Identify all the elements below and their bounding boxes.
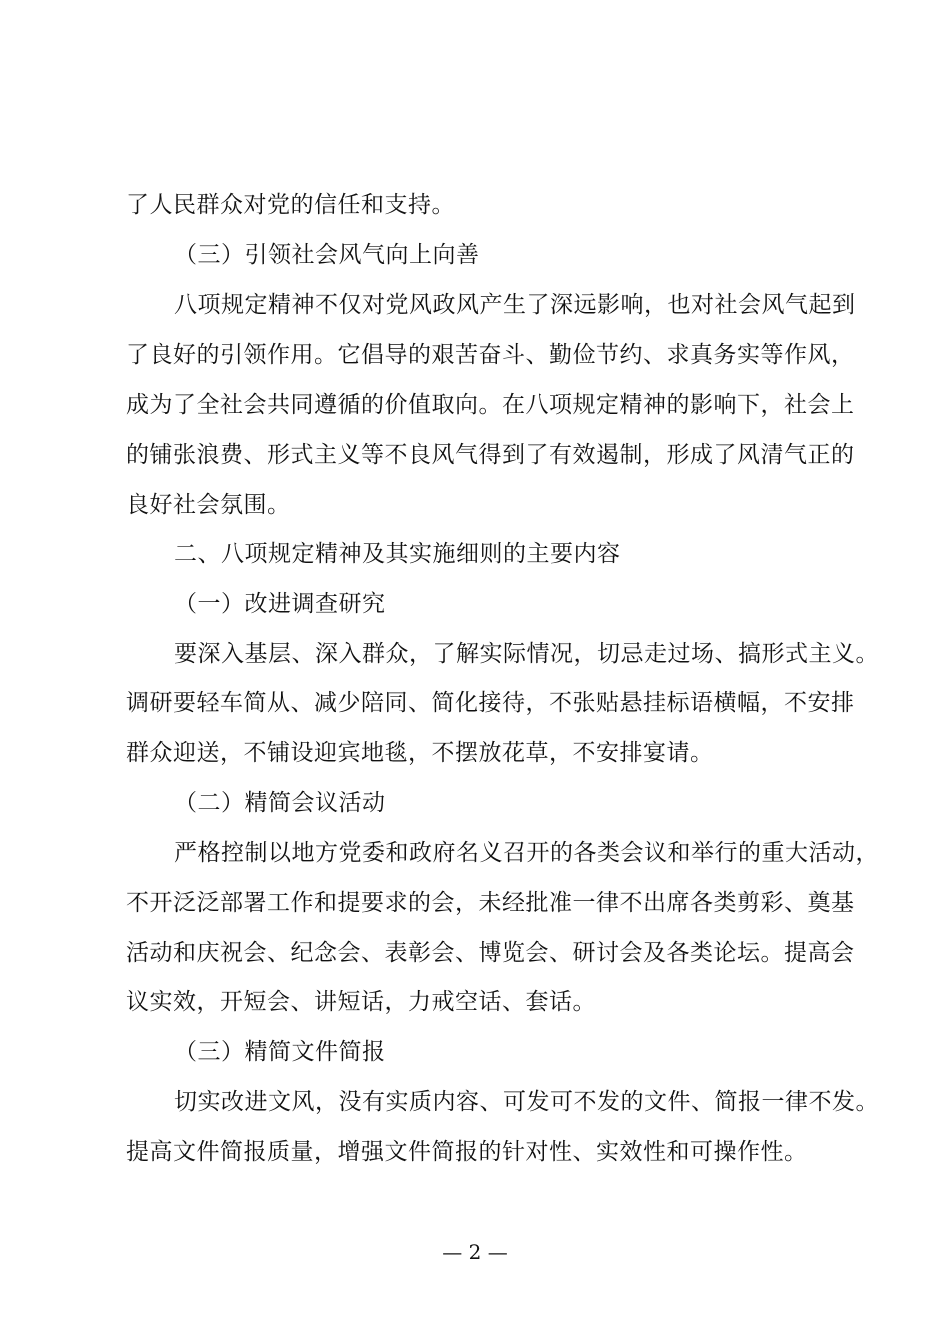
- paragraph-line: 成为了全社会共同遵循的价值取向。在八项规定精神的影响下，社会上: [126, 392, 855, 418]
- chapter-heading: 二、八项规定精神及其实施细则的主要内容: [174, 541, 621, 567]
- paragraph-line: 活动和庆祝会、纪念会、表彰会、博览会、研讨会及各类论坛。提高会: [126, 940, 855, 966]
- paragraph-line: 切实改进文风，没有实质内容、可发可不发的文件、简报一律不发。: [174, 1089, 879, 1115]
- paragraph-line: 要深入基层、深入群众，了解实际情况，切忌走过场、搞形式主义。: [174, 641, 879, 667]
- paragraph-line: 不开泛泛部署工作和提要求的会，未经批准一律不出席各类剪彩、奠基: [126, 890, 855, 916]
- paragraph-line: 调研要轻车简从、减少陪同、简化接待，不张贴悬挂标语横幅，不安排: [126, 690, 855, 716]
- paragraph-line: 提高文件简报质量，增强文件简报的针对性、实效性和可操作性。: [126, 1139, 808, 1165]
- paragraph-line: 议实效，开短会、讲短话，力戒空话、套话。: [126, 989, 596, 1015]
- paragraph-line: 群众迎送，不铺设迎宾地毯，不摆放花草，不安排宴请。: [126, 740, 714, 766]
- section-heading: （二）精简会议活动: [174, 790, 386, 816]
- paragraph-line: 八项规定精神不仅对党风政风产生了深远影响，也对社会风气起到: [174, 292, 856, 318]
- page-number: — 2 —: [442, 1240, 508, 1264]
- paragraph-line: 严格控制以地方党委和政府名义召开的各类会议和举行的重大活动，: [174, 840, 879, 866]
- paragraph-line: 了良好的引领作用。它倡导的艰苦奋斗、勤俭节约、求真务实等作风，: [126, 342, 855, 368]
- paragraph-line: 的铺张浪费、形式主义等不良风气得到了有效遏制，形成了风清气正的: [126, 442, 855, 468]
- section-heading: （三）引领社会风气向上向善: [174, 242, 480, 268]
- paragraph-line: 良好社会氛围。: [126, 492, 291, 518]
- section-heading: （一）改进调查研究: [174, 591, 386, 617]
- section-heading: （三）精简文件简报: [174, 1039, 386, 1065]
- paragraph-line: 了人民群众对党的信任和支持。: [126, 192, 455, 218]
